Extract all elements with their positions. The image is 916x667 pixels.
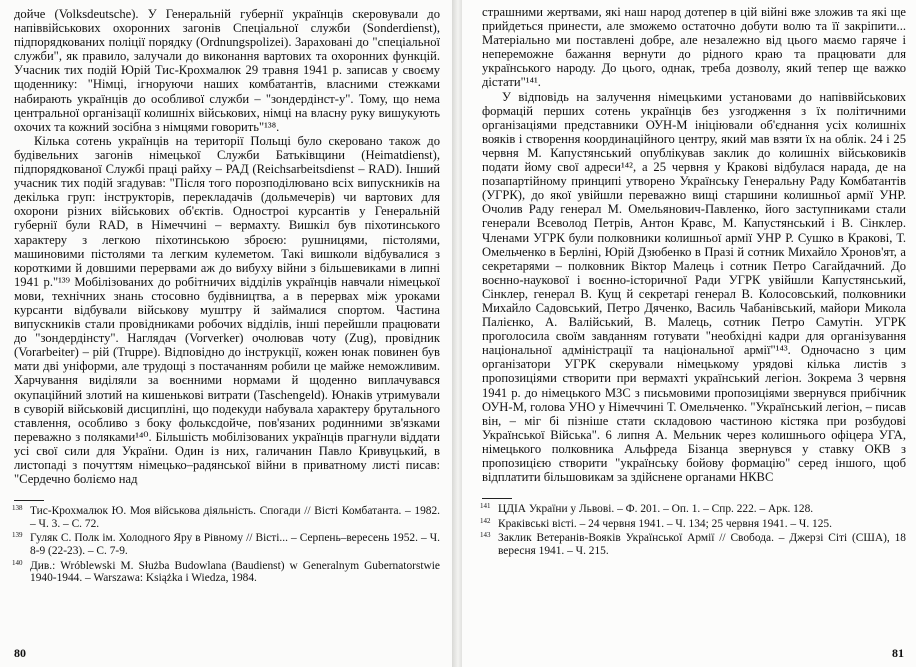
footnote-140 [14,560,440,585]
page-number-right: 81 [892,646,904,660]
right-page-body [482,5,906,484]
footnote-142 [482,518,906,531]
right-page [462,0,916,667]
footnote-text: Краківські вісті. – 24 червня 1941. – Ч. 134; 25 червня 1941. – Ч. 125. [498,517,832,530]
footnote-text: Тис-Крохмалюк Ю. Моя військова діяльність. Спогади // Вісті Комбатанта. – 1982. – Ч. 3. – С. 72. [30,505,440,530]
footnote-141 [482,503,906,516]
footnote-text: ЦДІА України у Львові. – Ф. 201. – Оп. 1. – Спр. 222. – Арк. 128. [498,503,814,516]
left-paragraph-2: Кілька сотень українців на території Польщі було скеровано також до будівельних загонів німецької Служби Батьківщини (Heimatdienst), підпорядкованої Службі праці райху – РАД (Reichsarbeitsdienst – RAD). Інший учасник тих подій згадував: "Після того порозподілювано всіх випускників на декілька груп: інструкторів, перекладачів (дольмечерів) чи вартових для охорони різних військових об'єктів. Одностроі курсантів у Генеральній губернії були RAD, в Німеччині – вермахту. Вишкіл був піхотинського характеру з легкою піхотинською зброєю: рушницями, пістолями, машиновими пістолями та легким кулеметом. Такі вишколи відбувалися з короткими й довшими перервами аж до вибуху війни з більшевиками в липні 1941 р."¹³⁹ Мобілізованих до робітничих відділів українців навчали німецької мови, технічних знань стосовно будівництва, а в перервах між уроками курсанти відбували військову муштру й займалися спортом. Частина випускників стали провідниками робочих відділів, інші перейшли працювати до "зондердінсту". Наглядач (Vorverker) очолював чоту (Zug), провідник (Vorarbeiter) – рій (Truppe). Відповідно до інструкції, кожен юнак повинен був мати дві уніформи, але трудощі з постачанням робили це майже неможливим. Харчування виділяли за воєнними нормами й щоденно виплачувався окупаційний злотий на кишенькові витрати (Taschengeld). Юнаків утримували в суворій військовій дисципліні, що подекуди набувала характеру брутального ставлення, особливо з боку фольксдойче, пов'язаних родинними зв'язками переважно з поляками¹⁴⁰. Більшість мобілізованих українців прагнули віддати усі свої сили для України. Один із них, галичанин Павло Кривуцький, в листопаді з почуттям німецько–радянської війни в приватному листі писав: "Сердечно боліємо над [14,133,440,487]
footnote-text: Див.: Wróblewski M. Służba Budowlana (Baudienst) w Generalnym Gubernatorstwie 1940-1944. – Warszawa: Książka i Wiedza, 1984. [30,559,440,585]
footnote-143 [482,532,906,557]
right-paragraph-2: У відповідь на залучення німецькими установами до напіввійськових формацій перших сотень українців без узгодження з їх політичними організаціями представники ОУН-М ініціювали об'єднання усіх колишніх вояків і створення координаційного центру, який мав взяти їх на облік. 24 і 25 червня М. Капустянський опублікував заклик до колишніх військовиків подати йому свої адреси¹⁴², а 25 червня у Кракові відбулася нарада, де на позапартійному принципі утворено Українську Генеральну Раду Комбатантів (УГРК), до якої увійшли переважно вищі старшини колишньої армії УНР. Очолив Раду генерал М. Омельянович-Павленко, його заступниками стали генерали Всеволод Петрів, Антон Кравс, М. Капустянський і В. Сінклер. Членами УГРК були полковники колишньої армії УНР Р. Сушко в Кракові, Т. Омельченко в Берліні, Юрій Дзюбенко в Празі й сотник Михайло Хронов'ят, а секретарями – полковник Віктор Малець і сотник Петро Сагайдачний. До воєнно-наукової і воєнно-історичної Ради УГРК увійшли Капустянський, Сінклер, генерал В. Кущ й секретарі генерал В. Колосовський, полковники Михайло Садовський, Петро Дяченко, Василь Чабанівський, майори Микола Палієнко, А. Валійський, В. Малець, сотник Петро Самутін. УГРК проголосила своїм завданням готувати "необхідні кадри для організування національної адміністрації та національної армії"¹⁴³. Одночасно з цим організатори УГРК скерували німецькому урядові кілька листів з пропозиціями створити при вермахті український легіон. Зокрема 3 червня 1941 р. до німецького МЗС з письмовими пропозиціями звернувся прибічник ОУН-М, голова УНО у Німеччині Т. Омельченко. "Український легіон, – писав він, – міг бі пізніше стати складовою частиною кістяка при розбудові Української Війська". 6 липня А. Мельник через колишнього офіцера УГА, німецького полковника Альфреда Бізанца звернувся у ставку ОКВ з пропозицією створити "українську бойову формацію" серед іншого, щоб відплатити більшовикам за здійснене органами НКВС [482,89,906,485]
left-page [0,0,452,667]
footnote-139 [14,532,440,557]
footnote-number: 138 [12,504,23,513]
left-page-body [14,7,440,486]
page-number-left: 80 [14,646,26,660]
left-footnote-separator [14,500,44,501]
left-paragraph-1: дойче (Volksdeutsche). У Генеральній губернії українців скеровували до напіввійськових охоронних загонів Спеціальної служби (Sonderdienst), підпорядкованих поліції порядку (Ordnungspolizei). Зараховані до "спеціальної служби", як правило, залучали до виконання вартових та охоронних функцій. Учасник тих подій Юрій Тис-Крохмалюк 29 травня 1941 р. записав у своєму щоденнику: "Німці, ігноруючи наших комбатантів, власними стежками набирають українців до особливої служби – "зондердінст-у". Тому, що нема центральної організації колишніх військових, німці на власну руку вишукують охочих та кожний зосібна з німцями говорить"¹³⁸. [14,7,440,134]
left-footnotes [14,505,440,585]
footnote-number: 141 [480,502,491,511]
footnote-text: Гуляк С. Полк ім. Холодного Яру в Рівному // Вісті... – Серпень–вересень 1952. – Ч. 8-9 (22-23). – С. 7-9. [30,532,440,557]
footnote-number: 140 [12,558,23,567]
footnote-text: Заклик Ветеранів-Вояків Української Армії // Свобода. – Джерзі Сіті (США), 18 вересня 1941. – Ч. 215. [498,532,906,557]
right-footnotes [482,503,906,557]
right-paragraph-1: страшними жертвами, які наш народ дотепер в цій війні вже зложив та які ще прийдеться принести, але зможемо остаточно добути волю та її закріпити... Матеріально ми поставлені добре, але незалежно від цього маємо гаряче і непереможне бажання вернути до рідного краю та працювати для українського народу. До цього, однак, треба дозволу, який тепер ще важко дістати"¹⁴¹. [482,5,906,90]
footnote-138 [14,505,440,530]
footnote-number: 143 [480,531,491,540]
footnote-number: 139 [12,531,23,540]
book-gutter [452,0,462,667]
right-footnote-separator [482,498,512,499]
footnote-number: 142 [480,516,491,525]
